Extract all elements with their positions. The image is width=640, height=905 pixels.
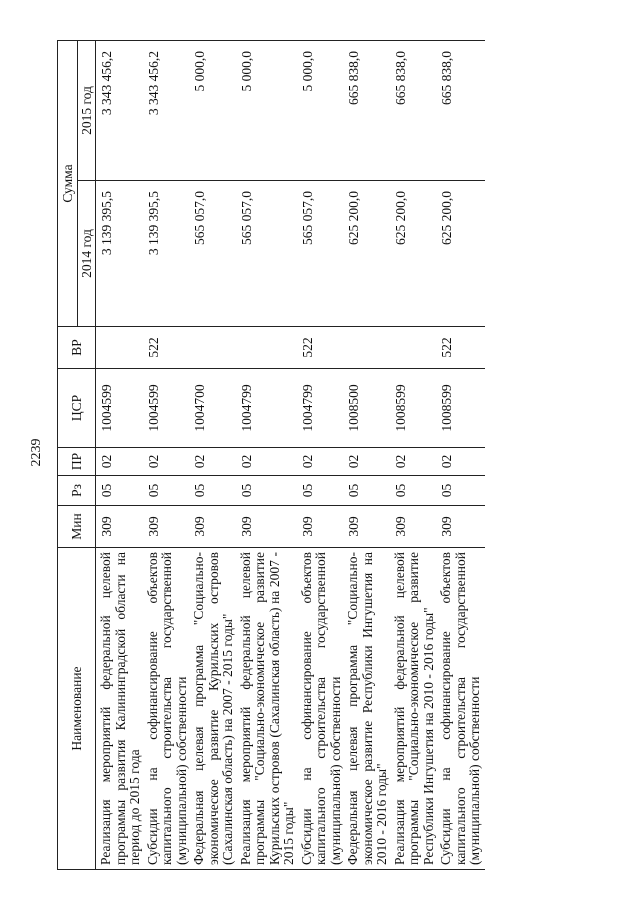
cell-y2015: 5 000,0	[238, 40, 299, 180]
cell-pr: 02	[438, 448, 485, 476]
cell-rz: 05	[96, 476, 145, 506]
cell-min: 309	[191, 506, 238, 548]
cell-name: Федеральная целевая программа "Социально-экономическое развитие Курильских островов (Сахалинская область) на 2007 - 2015 годы"	[191, 548, 238, 870]
cell-y2015: 3 343 456,2	[145, 40, 192, 180]
table-row	[299, 40, 346, 869]
cell-pr: 02	[238, 448, 299, 476]
cell-csr: 1004599	[96, 369, 145, 448]
cell-pr: 02	[345, 448, 392, 476]
table-row	[392, 40, 439, 869]
cell-y2014: 565 057,0	[238, 181, 299, 327]
cell-y2014: 3 139 395,5	[96, 181, 145, 327]
cell-y2014: 625 200,0	[438, 181, 485, 327]
cell-y2014: 625 200,0	[392, 181, 439, 327]
cell-vr	[345, 327, 392, 369]
cell-y2014: 565 057,0	[299, 181, 346, 327]
cell-name: Реализация мероприятий федеральной целевой программы "Социально-экономическое развитие Республики Ингушетия на 2010 - 2016 годы"	[392, 548, 439, 870]
cell-min: 309	[299, 506, 346, 548]
cell-y2014: 3 139 395,5	[145, 181, 192, 327]
cell-rz: 05	[191, 476, 238, 506]
col-header-rz: Рз	[58, 476, 96, 506]
cell-name: Субсидии на софинансирование объектов капитального строительства государственной (муниципальной) собственности	[145, 548, 192, 870]
cell-y2015: 665 838,0	[345, 40, 392, 180]
cell-rz: 05	[299, 476, 346, 506]
cell-rz: 05	[145, 476, 192, 506]
col-header-name: Наименование	[58, 548, 96, 870]
cell-csr: 1004799	[238, 369, 299, 448]
table-row	[345, 40, 392, 869]
cell-min: 309	[438, 506, 485, 548]
cell-min: 309	[392, 506, 439, 548]
col-header-2015: 2015 год	[78, 40, 96, 180]
col-header-vr: ВР	[58, 327, 96, 369]
col-header-2014: 2014 год	[78, 181, 96, 327]
cell-pr: 02	[392, 448, 439, 476]
cell-csr: 1004799	[299, 369, 346, 448]
cell-csr: 1004700	[191, 369, 238, 448]
cell-y2015: 665 838,0	[392, 40, 439, 180]
cell-vr: 522	[299, 327, 346, 369]
cell-vr	[238, 327, 299, 369]
col-header-sum: Сумма	[58, 40, 78, 326]
col-header-min: Мин	[58, 506, 96, 548]
cell-csr: 1004599	[145, 369, 192, 448]
cell-vr	[96, 327, 145, 369]
cell-name: Субсидии на софинансирование объектов капитального строительства государственной (муниципальной) собственности	[438, 548, 485, 870]
cell-vr: 522	[438, 327, 485, 369]
cell-pr: 02	[299, 448, 346, 476]
cell-y2015: 665 838,0	[438, 40, 485, 180]
cell-vr: 522	[145, 327, 192, 369]
cell-rz: 05	[438, 476, 485, 506]
col-header-pr: ПР	[58, 448, 96, 476]
cell-min: 309	[238, 506, 299, 548]
page-number: 2239	[29, 438, 44, 467]
cell-name: Федеральная целевая программа "Социально-экономическое развитие Республики Ингушетия на 2010 - 2016 годы"	[345, 548, 392, 870]
cell-y2015: 5 000,0	[299, 40, 346, 180]
col-header-csr: ЦСР	[58, 369, 96, 448]
cell-vr	[191, 327, 238, 369]
cell-pr: 02	[145, 448, 192, 476]
cell-csr: 1008500	[345, 369, 392, 448]
cell-csr: 1008599	[392, 369, 439, 448]
cell-name: Субсидии на софинансирование объектов капитального строительства государственной (муниципальной) собственности	[299, 548, 346, 870]
cell-rz: 05	[345, 476, 392, 506]
cell-y2014: 625 200,0	[345, 181, 392, 327]
table-row	[96, 40, 145, 869]
cell-min: 309	[345, 506, 392, 548]
cell-name: Реализация мероприятий федеральной целевой программы "Социально-экономическое развитие Курильских островов (Сахалинская область) на 2007 - 2015 годы"	[238, 548, 299, 870]
cell-pr: 02	[191, 448, 238, 476]
cell-y2015: 5 000,0	[191, 40, 238, 180]
table-row	[191, 40, 238, 869]
table-row	[438, 40, 485, 869]
cell-rz: 05	[392, 476, 439, 506]
cell-y2014: 565 057,0	[191, 181, 238, 327]
budget-table	[57, 40, 485, 870]
cell-min: 309	[145, 506, 192, 548]
table-row	[238, 40, 299, 869]
cell-rz: 05	[238, 476, 299, 506]
cell-csr: 1008599	[438, 369, 485, 448]
cell-vr	[392, 327, 439, 369]
cell-name: Реализация мероприятий федеральной целевой программы развития Калининградской области на период до 2015 года	[96, 548, 145, 870]
cell-min: 309	[96, 506, 145, 548]
table-row	[145, 40, 192, 869]
cell-y2015: 3 343 456,2	[96, 40, 145, 180]
cell-pr: 02	[96, 448, 145, 476]
